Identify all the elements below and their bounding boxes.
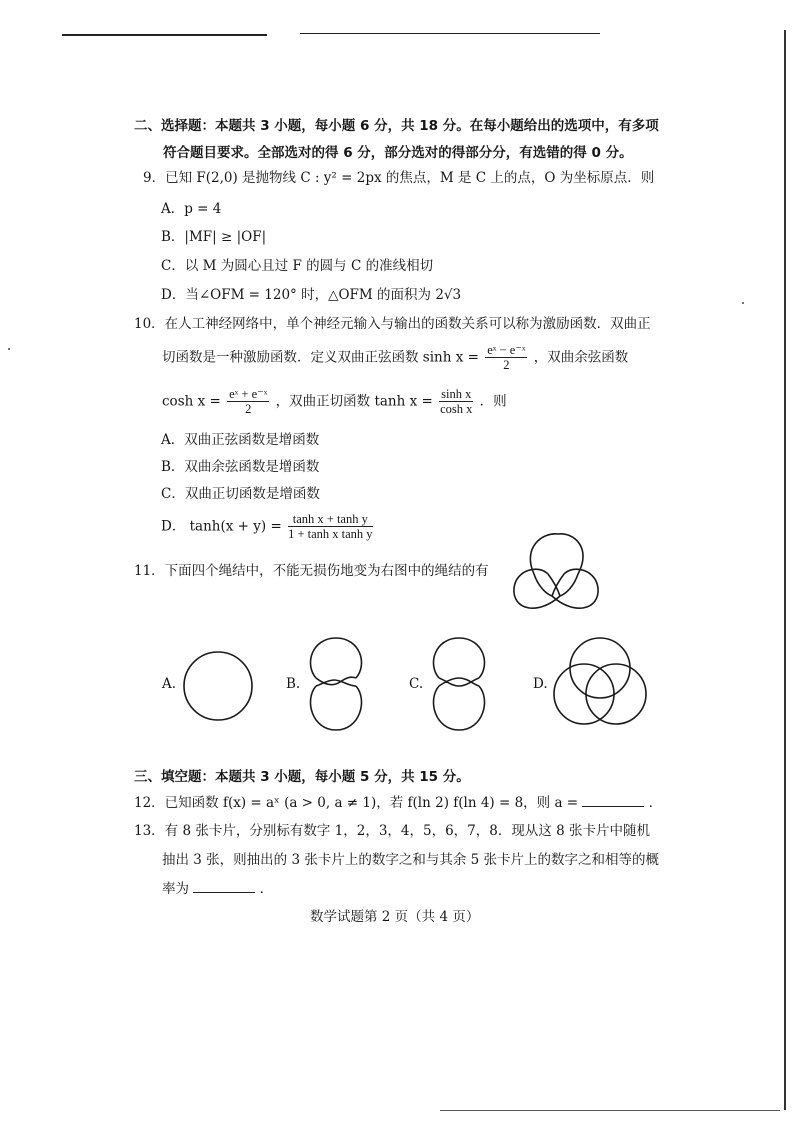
trefoil-lobe-left [514,569,560,608]
tanh-sum-denominator: 1 + tanh x tanh y [288,527,373,542]
cosh-lhs: cosh x = [162,393,221,410]
q12-end: ． [648,795,663,811]
tanh-denominator: cosh x [440,402,473,417]
q10-line1: 10．在人工神经网络中，单个神经元输入与输出的函数关系可以称为激励函数．双曲正 [134,316,651,332]
trefoil-lobe-right [552,569,598,608]
q10-line2 [162,343,628,373]
q13-line1: 13．有 8 张卡片，分别标有数字 1，2，3，4，5，6，7，8．现从这 8 张卡片中随机 [134,823,651,839]
q10-line3-tail: ．则 [479,393,507,410]
q10-option-d-label: D． [161,518,186,535]
q12-answer-blank[interactable] [582,794,644,807]
scan-speck [8,348,10,350]
knot-b-bottom-loop [310,686,361,730]
q11-stem: 11．下面四个绳结中，不能无损伤地变为右图中的绳结的有 [134,563,489,579]
section2-title-line2: 符合题目要求。全部选对的得 6 分，部分选对的得部分分，有选错的得 0 分。 [163,145,633,161]
q9-option-a: A．p = 4 [161,201,222,217]
q12-line [134,794,662,811]
knot-option-d-figure [552,634,648,730]
q11-label-c: C. [409,676,424,692]
q9-option-c: C．以 M 为圆心且过 F 的圆与 C 的准线相切 [161,258,434,274]
knot-a-circle [184,652,252,720]
bottom-scan-line [440,1110,780,1111]
q9-option-b: B．|MF| ≥ |OF| [161,229,267,245]
q11-label-b: B. [286,676,301,692]
top-scan-line [62,34,267,36]
knot-c-top-loop [433,638,484,678]
q11-label-d: D. [533,676,548,692]
q10-line3-mid: ，双曲正切函数 tanh x = [275,393,433,410]
knot-b-twist [316,677,356,686]
q9-option-d: D．当∠OFM = 120° 时，△OFM 的面积为 2√3 [161,287,462,303]
sinh-numerator: eˣ − e⁻ˣ [487,343,526,357]
q10-line2-text: 切函数是一种激励函数．定义双曲正弦函数 sinh x = [162,349,479,366]
cosh-numerator: eˣ + e⁻ˣ [229,387,268,401]
page-footer: 数学试题第 2 页（共 4 页） [310,909,480,925]
sinh-fraction [485,343,527,373]
q10-option-c: C．双曲正切函数是增函数 [161,486,320,502]
right-margin-line [784,30,786,1110]
knot-c-twist [439,678,479,686]
q11-label-a: A. [162,676,177,692]
q13-line2: 抽出 3 张，则抽出的 3 张卡片上的数字之和与其余 5 张卡片上的数字之和相等的概 [162,852,660,868]
tanh-sum-fraction [288,512,372,542]
trefoil-lobe-top [530,534,583,574]
q10-line2-tail: ，双曲余弦函数 [533,349,629,366]
q9-stem: 9．已知 F(2,0) 是抛物线 C : y² = 2px 的焦点，M 是 C 上的点，O 为坐标原点．则 [143,170,655,186]
knot-b-top-loop [310,638,361,678]
tanh-sum-numerator: tanh x + tanh y [288,512,372,527]
top-scan-line-2 [300,33,600,34]
knot-option-b-figure [304,634,368,734]
sinh-denominator: 2 [503,358,510,373]
trefoil-knot-figure [508,530,604,620]
q12-text: 12．已知函数 f(x) = aˣ (a > 0, a ≠ 1)，若 f(ln 2) f(ln 4) = 8，则 a = [134,795,579,811]
tanh-fraction [439,387,473,417]
q10-line3 [162,387,507,417]
section2-title-line1: 二、选择题：本题共 3 小题，每小题 6 分，共 18 分。在每小题给出的选项中，有多项 [134,118,659,134]
q13-answer-blank[interactable] [193,880,255,893]
q10-option-a: A．双曲正弦函数是增函数 [161,432,320,448]
section3-title: 三、填空题：本题共 3 小题，每小题 5 分，共 15 分。 [134,769,470,785]
q10-option-d [161,512,375,542]
tanh-numerator: sinh x [441,387,472,401]
q10-option-d-lhs: tanh(x + y) = [189,518,282,535]
scan-speck [742,302,744,304]
knot-c-bottom-loop [433,686,484,730]
q13-end: ． [259,881,274,897]
q10-option-b: B．双曲余弦函数是增函数 [161,459,320,475]
cosh-denominator: 2 [245,402,252,417]
knot-option-a-figure [180,648,256,724]
knot-option-c-figure [427,634,491,734]
trefoil-inner [534,574,578,596]
q13-line3 [162,880,273,897]
cosh-fraction [227,387,269,417]
q13-line3-text: 率为 [162,881,189,897]
